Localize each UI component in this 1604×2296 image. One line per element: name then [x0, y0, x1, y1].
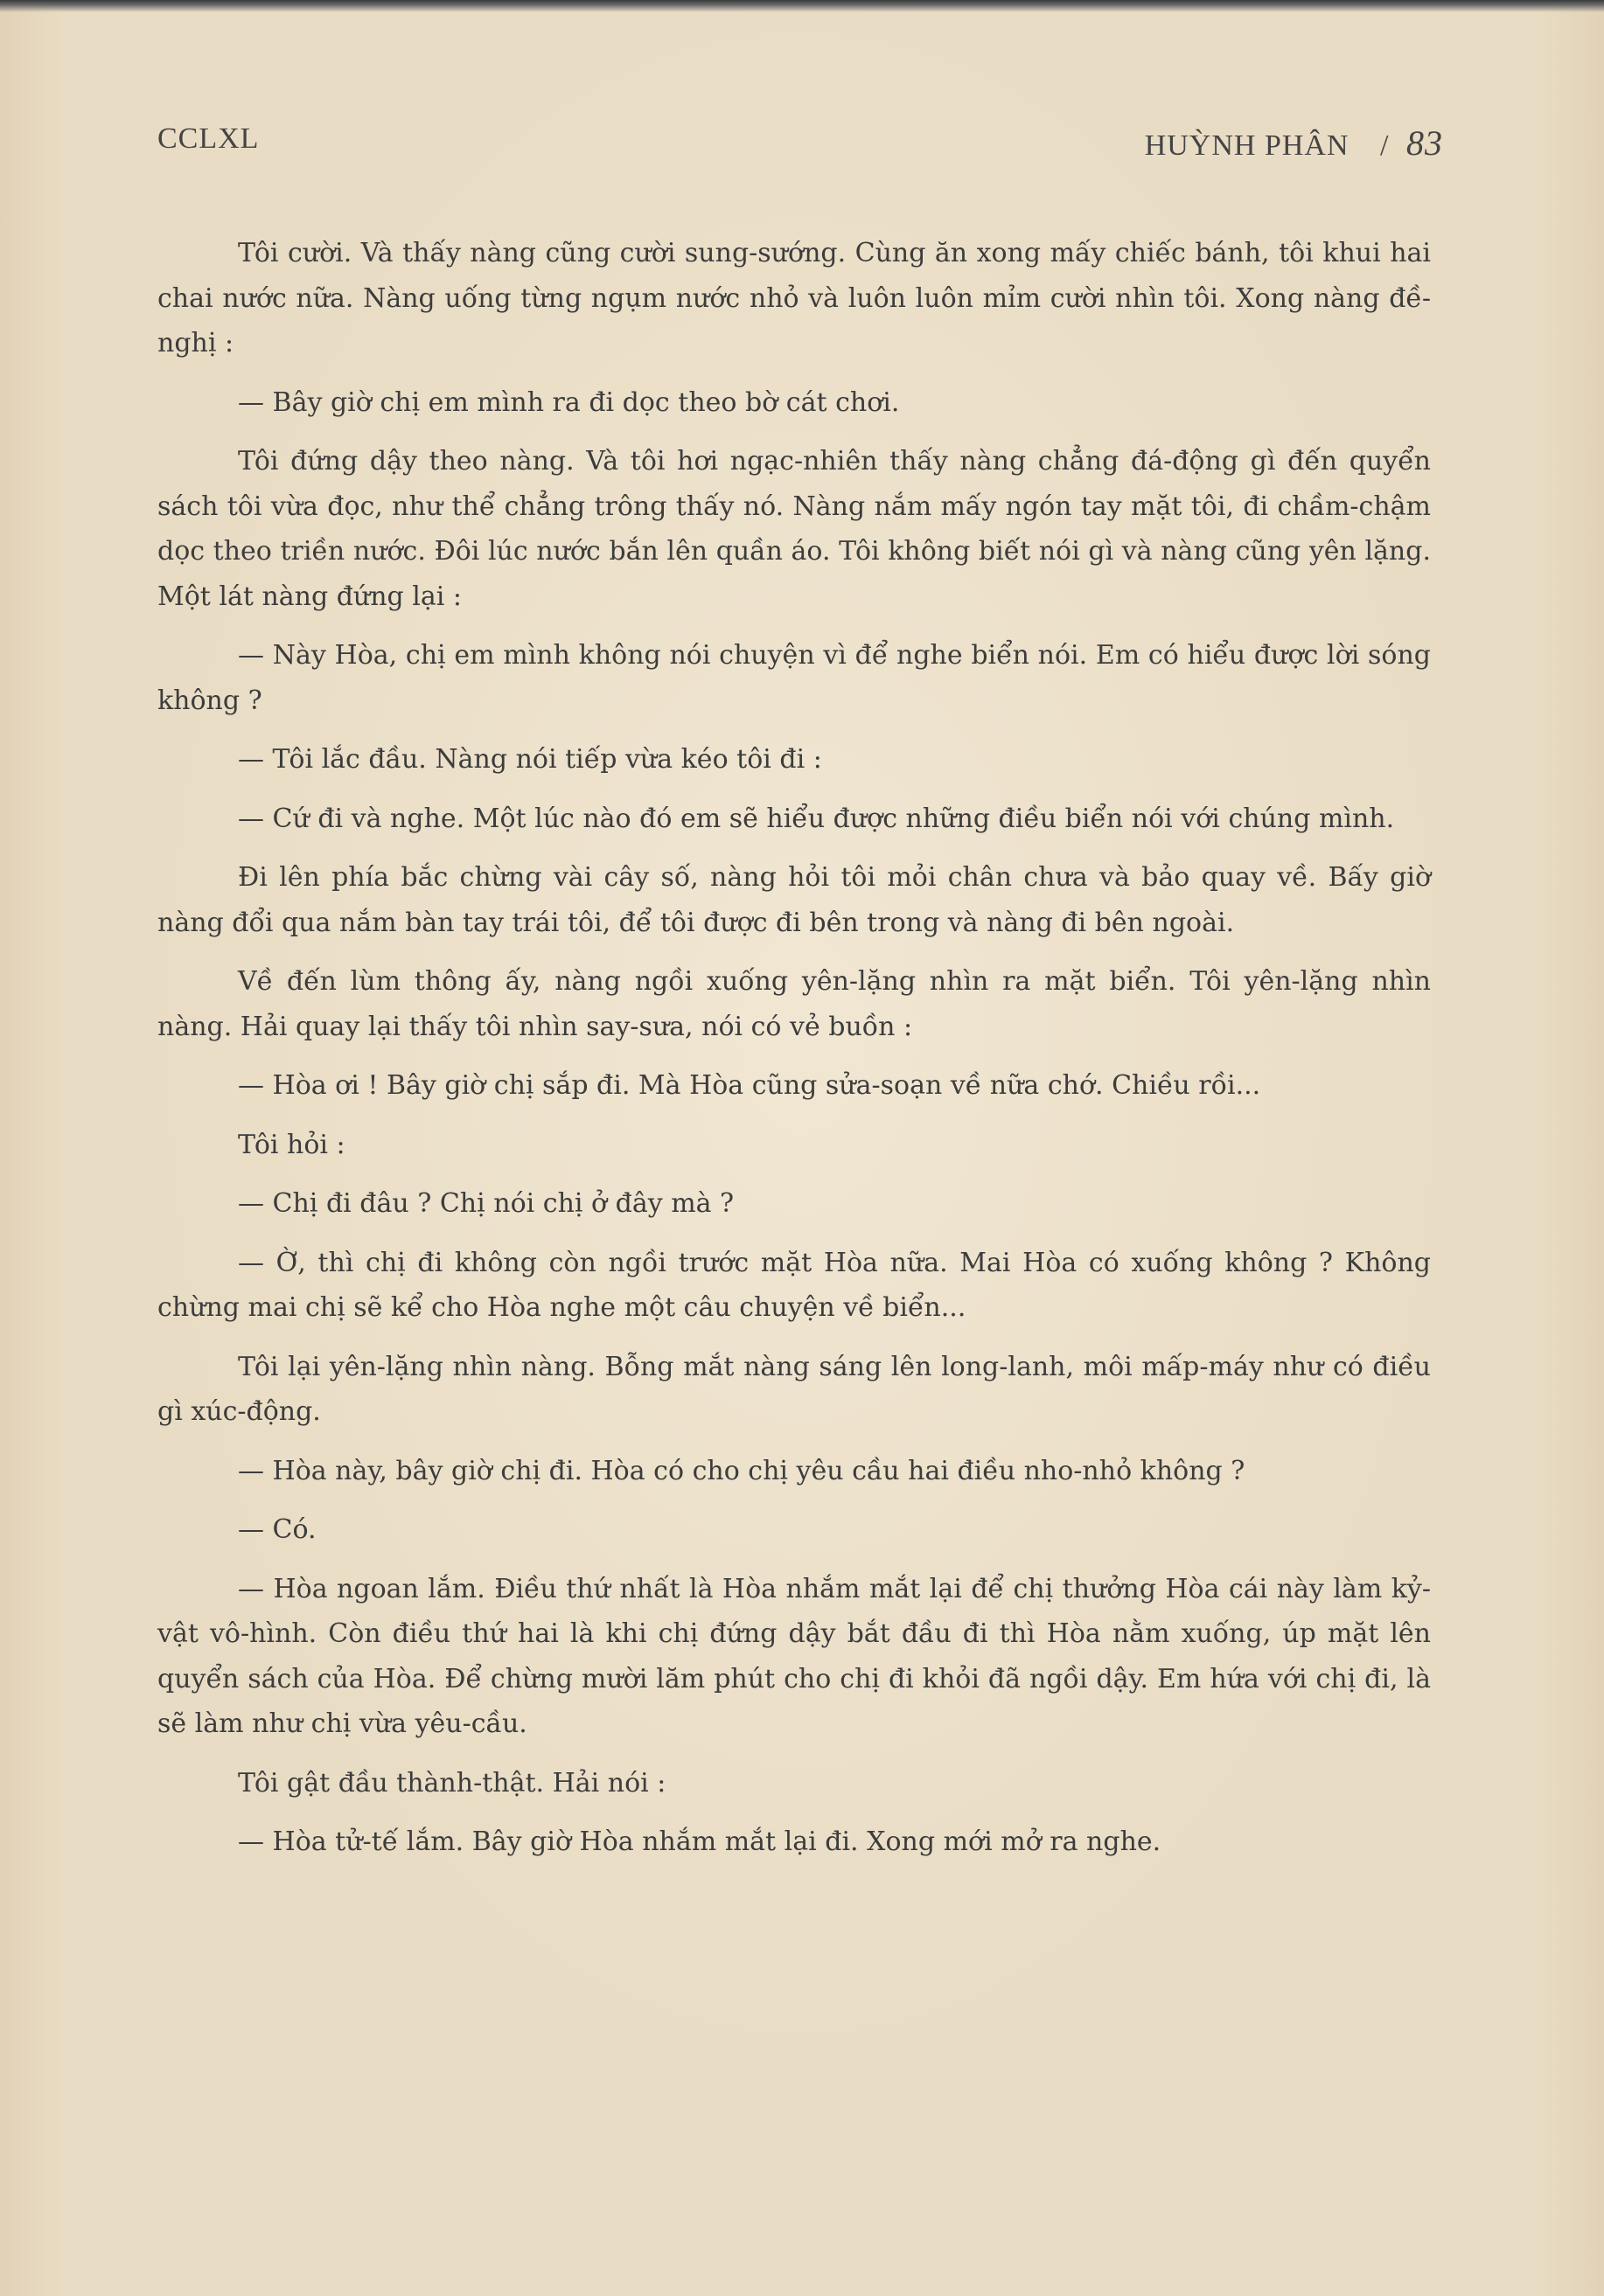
paragraph: — Bây giờ chị em mình ra đi dọc theo bờ cát chơi.	[238, 386, 900, 418]
paragraph: — Này Hòa, chị em mình không nói chuyện vì để nghe biển nói. Em có hiểu được lời sóng không ?	[157, 640, 1431, 716]
paragraph: Về đến lùm thông ấy, nàng ngồi xuống yên-lặng nhìn ra mặt biển. Tôi yên-lặng nhìn nàng. Hải quay lại thấy tôi nhìn say-sưa, nói có vẻ buồn :	[157, 966, 1431, 1042]
paragraph: — Hòa ngoan lắm. Điều thứ nhất là Hòa nhắm mắt lại để chị thưởng Hòa cái này làm kỷ-vật vô-hình. Còn điều thứ hai là khi chị đứng dậy bắt đầu đi thì Hòa nằm xuống, úp mặt lên quyển sách của Hòa. Để chừng mười lăm phút cho chị đi khỏi đã ngồi dậy. Em hứa với chị đi, là sẽ làm như chị vừa yêu-cầu.	[157, 1573, 1431, 1739]
paragraph: Tôi đứng dậy theo nàng. Và tôi hơi ngạc-nhiên thấy nàng chẳng đá-động gì đến quyển sách tôi vừa đọc, như thể chẳng trông thấy nó. Nàng nắm mấy ngón tay mặt tôi, đi chầm-chậm dọc theo triền nước. Đôi lúc nước bắn lên quần áo. Tôi không biết nói gì và nàng cũng yên lặng. Một lát nàng đứng lại :	[157, 446, 1431, 612]
paragraph: — Tôi lắc đầu. Nàng nói tiếp vừa kéo tôi đi :	[238, 744, 822, 775]
paragraph: — Hòa này, bây giờ chị đi. Hòa có cho chị yêu cầu hai điều nho-nhỏ không ?	[238, 1455, 1245, 1486]
running-header	[157, 122, 1443, 166]
page-top-edge	[0, 0, 1604, 12]
paragraph: — Cứ đi và nghe. Một lúc nào đó em sẽ hiểu được những điều biển nói với chúng mình.	[238, 803, 1395, 834]
paragraph: — Hòa tử-tế lắm. Bây giờ Hòa nhắm mắt lại đi. Xong mới mở ra nghe.	[238, 1826, 1161, 1857]
paragraph: — Chị đi đâu ? Chị nói chị ở đây mà ?	[238, 1188, 735, 1219]
paragraph: Đi lên phía bắc chừng vài cây số, nàng hỏi tôi mỏi chân chưa và bảo quay về. Bấy giờ nàng đổi qua nắm bàn tay trái tôi, để tôi được đi bên trong và nàng đi bên ngoài.	[157, 862, 1431, 938]
paragraph: Tôi hỏi :	[238, 1129, 345, 1160]
paragraph: Tôi lại yên-lặng nhìn nàng. Bỗng mắt nàng sáng lên long-lanh, môi mấp-máy như có điều gì xúc-động.	[157, 1351, 1431, 1427]
page-number: 83	[1406, 123, 1443, 163]
body-text	[157, 231, 1431, 1879]
header-left-text: CCLXL	[157, 122, 260, 155]
header-author: HUỲNH PHÂN	[1144, 129, 1349, 162]
paragraph: — Ờ, thì chị đi không còn ngồi trước mặt Hòa nữa. Mai Hòa có xuống không ? Không chừng mai chị sẽ kể cho Hòa nghe một câu chuyện về biển...	[157, 1247, 1431, 1323]
paragraph: — Có.	[238, 1514, 317, 1545]
paragraph: Tôi cười. Và thấy nàng cũng cười sung-sướng. Cùng ăn xong mấy chiếc bánh, tôi khui hai chai nước nữa. Nàng uống từng ngụm nước nhỏ và luôn luôn mỉm cười nhìn tôi. Xong nàng đề-nghị :	[157, 238, 1431, 358]
paragraph: Tôi gật đầu thành-thật. Hải nói :	[238, 1767, 666, 1799]
paragraph: — Hòa ơi ! Bây giờ chị sắp đi. Mà Hòa cũng sửa-soạn về nữa chớ. Chiều rồi...	[238, 1070, 1261, 1101]
header-separator: /	[1380, 129, 1390, 162]
header-right	[1145, 122, 1443, 164]
